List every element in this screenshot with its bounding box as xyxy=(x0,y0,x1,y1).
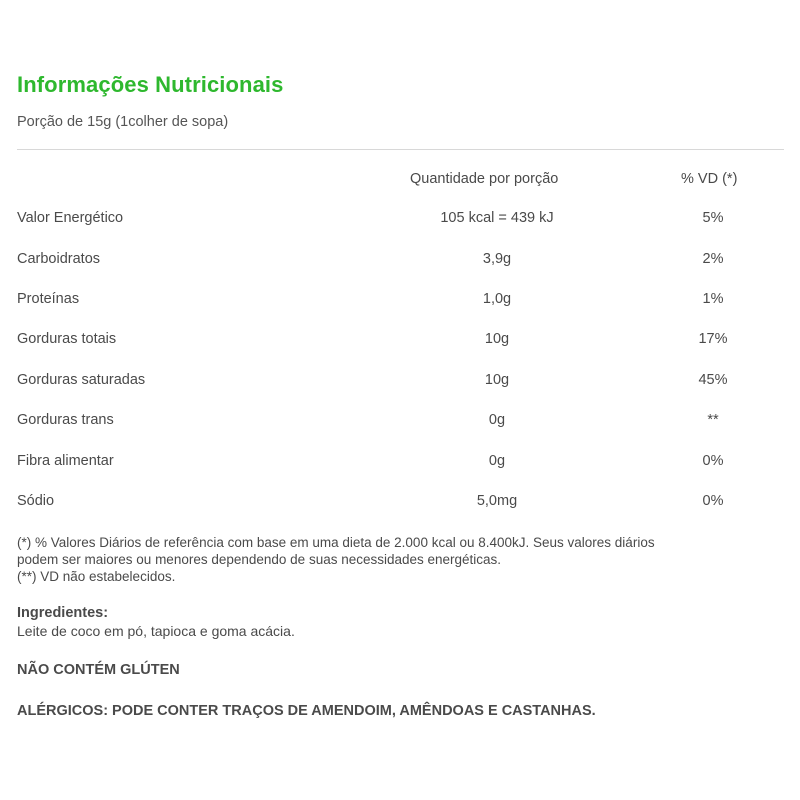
nutrient-vd: 0% xyxy=(702,453,724,469)
allergens-notice: ALÉRGICOS: PODE CONTER TRAÇOS DE AMENDOIM, AMÊNDOAS E CASTANHAS. xyxy=(17,703,596,719)
column-header-quantity: Quantidade por porção xyxy=(410,171,559,187)
nutrient-quantity: 3,9g xyxy=(482,251,512,267)
nutrient-label: Valor Energético xyxy=(17,210,124,226)
table-row xyxy=(17,331,784,353)
nutrient-vd: ** xyxy=(707,412,719,428)
table-row xyxy=(17,412,784,434)
nutrient-label: Proteínas xyxy=(17,291,80,307)
nutrient-label: Gorduras trans xyxy=(17,412,114,428)
gluten-notice: NÃO CONTÉM GLÚTEN xyxy=(17,662,180,678)
column-header-vd: % VD (*) xyxy=(681,171,738,187)
divider xyxy=(17,149,784,150)
nutrient-label: Carboidratos xyxy=(17,251,101,267)
nutrient-quantity: 5,0mg xyxy=(476,493,518,509)
table-row xyxy=(17,493,784,515)
footnote-line: (**) VD não estabelecidos. xyxy=(17,569,176,584)
page-title: Informações Nutricionais xyxy=(17,72,284,97)
ingredients-title: Ingredientes: xyxy=(17,605,109,621)
nutrient-quantity: 1,0g xyxy=(482,291,512,307)
nutrient-vd: 45% xyxy=(698,372,728,388)
footnote-line: podem ser maiores ou menores dependendo de suas necessidades energéticas. xyxy=(17,552,502,567)
table-row xyxy=(17,210,784,232)
portion-size: Porção de 15g (1colher de sopa) xyxy=(17,114,229,130)
nutrient-vd: 5% xyxy=(702,210,724,226)
nutrient-label: Sódio xyxy=(17,493,55,509)
footnote xyxy=(17,534,787,585)
nutrient-quantity: 105 kcal = 439 kJ xyxy=(440,210,554,226)
nutrient-vd: 2% xyxy=(702,251,724,267)
nutrient-vd: 17% xyxy=(698,331,728,347)
nutrient-quantity: 0g xyxy=(488,412,506,428)
table-row xyxy=(17,372,784,394)
table-row xyxy=(17,453,784,475)
nutrient-vd: 1% xyxy=(702,291,724,307)
nutrient-quantity: 10g xyxy=(484,331,510,347)
table-row xyxy=(17,251,784,273)
nutrient-label: Fibra alimentar xyxy=(17,453,114,469)
nutrient-label: Gorduras totais xyxy=(17,331,117,347)
footnote-line: (*) % Valores Diários de referência com base em uma dieta de 2.000 kcal ou 8.400kJ. Seus valores diários xyxy=(17,535,655,550)
table-row xyxy=(17,291,784,313)
ingredients-text: Leite de coco em pó, tapioca e goma acácia. xyxy=(17,623,295,639)
nutrient-vd: 0% xyxy=(702,493,724,509)
nutrient-label: Gorduras saturadas xyxy=(17,372,146,388)
nutrient-quantity: 10g xyxy=(484,372,510,388)
nutrient-quantity: 0g xyxy=(488,453,506,469)
